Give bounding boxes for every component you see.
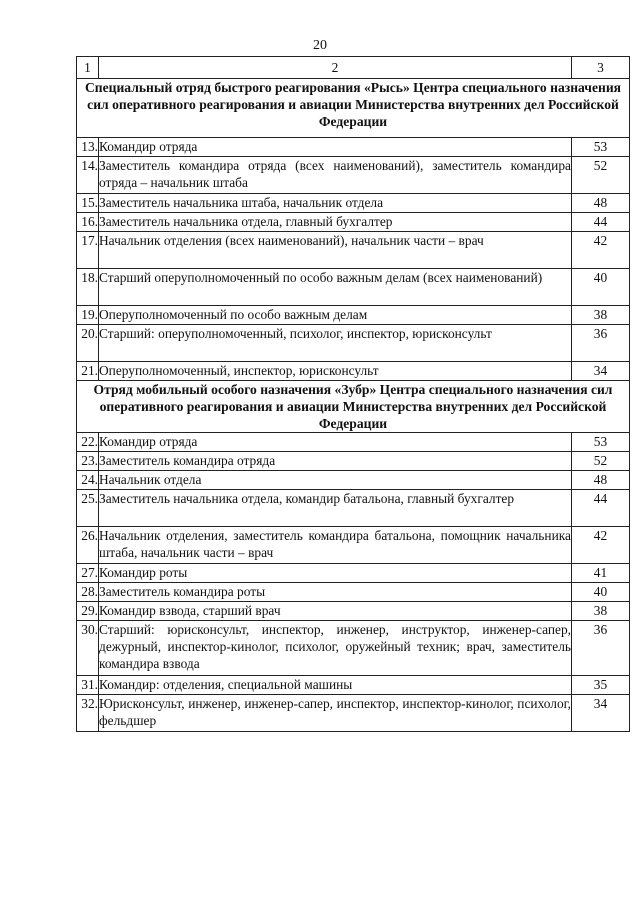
- table-row: [77, 676, 630, 695]
- row-value: 53: [572, 433, 630, 452]
- row-position: Начальник отделения, заместитель командира батальона, помощник начальника штаба, начальник части – врач: [99, 527, 572, 564]
- row-number: 32.: [77, 695, 99, 732]
- table-row: [77, 564, 630, 583]
- row-position: Старший: оперуполномоченный, психолог, инспектор, юрисконсульт: [99, 325, 572, 362]
- row-number: 18.: [77, 269, 99, 306]
- table-row: [77, 194, 630, 213]
- row-position: Заместитель начальника отдела, командир батальона, главный бухгалтер: [99, 490, 572, 527]
- table-row: [77, 471, 630, 490]
- row-number: 14.: [77, 157, 99, 194]
- row-value: 42: [572, 232, 630, 269]
- row-position: Оперуполномоченный, инспектор, юрисконсульт: [99, 362, 572, 381]
- row-position: Начальник отделения (всех наименований), начальник части – врач: [99, 232, 572, 269]
- table-row: [77, 362, 630, 381]
- row-number: 20.: [77, 325, 99, 362]
- row-number: 22.: [77, 433, 99, 452]
- row-value: 52: [572, 157, 630, 194]
- row-position: Старший: юрисконсульт, инспектор, инженер, инструктор, инженер-сапер, дежурный, инспектор-кинолог, психолог, оружейный техник; врач, заместитель командира взвода: [99, 621, 572, 676]
- table-header-row: [77, 57, 630, 79]
- table-row: [77, 621, 630, 676]
- table-row: [77, 138, 630, 157]
- row-number: 16.: [77, 213, 99, 232]
- row-position: Оперуполномоченный по особо важным делам: [99, 306, 572, 325]
- row-position: Командир отряда: [99, 138, 572, 157]
- row-position: Старший оперуполномоченный по особо важным делам (всех наименований): [99, 269, 572, 306]
- row-number: 29.: [77, 602, 99, 621]
- row-value: 38: [572, 602, 630, 621]
- row-value: 35: [572, 676, 630, 695]
- section-title-rys: Специальный отряд быстрого реагирования «Рысь» Центра специального назначения сил оперативного реагирования и авиации Министерства внутренних дел Российской Федерации: [77, 79, 630, 138]
- row-number: 19.: [77, 306, 99, 325]
- row-number: 23.: [77, 452, 99, 471]
- table-row: [77, 490, 630, 527]
- page-number: 20: [313, 38, 327, 53]
- row-value: 44: [572, 213, 630, 232]
- row-number: 28.: [77, 583, 99, 602]
- table-row: [77, 306, 630, 325]
- row-value: 40: [572, 269, 630, 306]
- section-heading-row: [77, 381, 630, 433]
- row-number: 21.: [77, 362, 99, 381]
- table-row: [77, 695, 630, 732]
- table-row: [77, 269, 630, 306]
- table-row: [77, 602, 630, 621]
- row-value: 48: [572, 471, 630, 490]
- section-title-zubr: Отряд мобильный особого назначения «Зубр» Центра специального назначения сил оперативного реагирования и авиации Министерства внутренних дел Российской Федерации: [77, 381, 630, 433]
- row-value: 36: [572, 621, 630, 676]
- row-value: 36: [572, 325, 630, 362]
- row-position: Заместитель начальника отдела, главный бухгалтер: [99, 213, 572, 232]
- row-value: 42: [572, 527, 630, 564]
- row-position: Начальник отдела: [99, 471, 572, 490]
- table-row: [77, 583, 630, 602]
- row-position: Заместитель командира отряда (всех наименований), заместитель командира отряда – начальник штаба: [99, 157, 572, 194]
- row-value: 34: [572, 695, 630, 732]
- row-value: 41: [572, 564, 630, 583]
- row-value: 34: [572, 362, 630, 381]
- table-row: [77, 452, 630, 471]
- row-position: Заместитель командира роты: [99, 583, 572, 602]
- section-heading-row: [77, 79, 630, 138]
- row-value: 38: [572, 306, 630, 325]
- row-number: 25.: [77, 490, 99, 527]
- row-value: 48: [572, 194, 630, 213]
- row-number: 31.: [77, 676, 99, 695]
- row-position: Заместитель начальника штаба, начальник отдела: [99, 194, 572, 213]
- table-row: [77, 433, 630, 452]
- row-position: Командир отряда: [99, 433, 572, 452]
- row-number: 30.: [77, 621, 99, 676]
- header-col-2: 2: [99, 57, 572, 79]
- header-col-3: 3: [572, 57, 630, 79]
- row-position: Заместитель командира отряда: [99, 452, 572, 471]
- row-value: 53: [572, 138, 630, 157]
- row-value: 44: [572, 490, 630, 527]
- row-value: 52: [572, 452, 630, 471]
- table-row: [77, 232, 630, 269]
- row-position: Командир роты: [99, 564, 572, 583]
- row-number: 26.: [77, 527, 99, 564]
- row-number: 27.: [77, 564, 99, 583]
- header-col-1: 1: [77, 57, 99, 79]
- row-position: Командир взвода, старший врач: [99, 602, 572, 621]
- row-number: 15.: [77, 194, 99, 213]
- row-number: 24.: [77, 471, 99, 490]
- table-row: [77, 527, 630, 564]
- row-value: 40: [572, 583, 630, 602]
- table-row: [77, 213, 630, 232]
- table-row: [77, 325, 630, 362]
- row-position: Командир: отделения, специальной машины: [99, 676, 572, 695]
- row-number: 13.: [77, 138, 99, 157]
- salary-table: [76, 56, 630, 732]
- table-row: [77, 157, 630, 194]
- row-number: 17.: [77, 232, 99, 269]
- row-position: Юрисконсульт, инженер, инженер-сапер, инспектор, инспектор-кинолог, психолог, фельдшер: [99, 695, 572, 732]
